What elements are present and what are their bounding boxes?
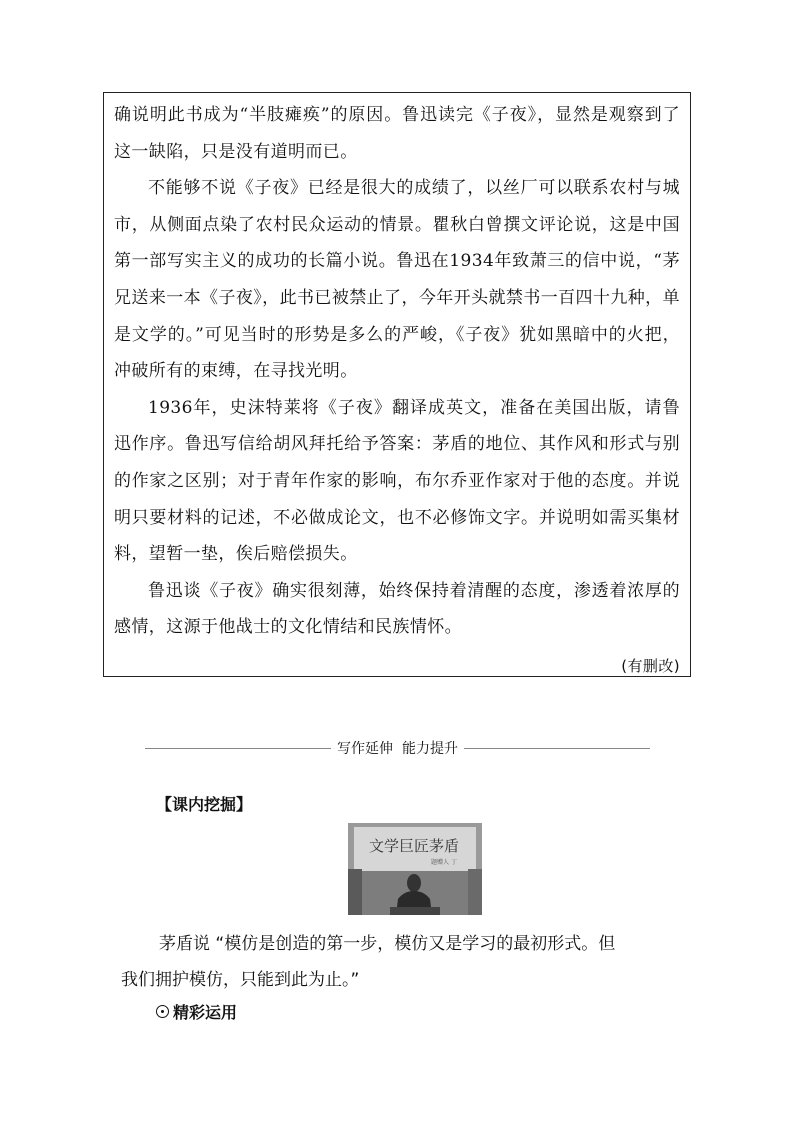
mao-dun-statue-photo <box>348 823 482 915</box>
divider-line-left <box>145 748 331 749</box>
paragraph-3: 1936年，史沫特莱将《子夜》翻译成英文，准备在美国出版，请鲁迅作序。鲁迅写信给胡风拜托给予答案：茅盾的地位、其作风和形式与别的作家之区别；对于青年作家的影响，布尔乔亚作家对于他的态度。并说明只要材料的记述，不必做成论文，也不必修饰文字。并说明如需买集材料，望暂一垫，俟后赔偿损失。 <box>114 397 680 565</box>
section-heading: 【课内挖掘】 <box>156 795 253 814</box>
photo-sign-text: 文学巨匠茅盾 <box>368 837 460 855</box>
photo-sign-small-text: 题赠人 丁 <box>431 859 457 866</box>
excerpt-box <box>103 92 691 677</box>
quote-block <box>121 926 681 998</box>
divider-line-right <box>464 748 650 749</box>
edit-note: (有删改) <box>621 656 680 675</box>
section-divider <box>145 737 650 759</box>
photo-image <box>348 823 482 915</box>
subheading-row <box>156 1000 237 1023</box>
divider-label: 写作延伸 能力提升 <box>337 741 458 757</box>
paragraph-4: 鲁迅谈《子夜》确实很刻薄，始终保持着清醒的态度，渗透着浓厚的感情，这源于他战士的文化情结和民族情怀。 <box>114 580 680 638</box>
paragraph-2: 不能够不说《子夜》已经是很大的成绩了，以丝厂可以联系农村与城市，从侧面点染了农村民众运动的情景。瞿秋白曾撰文评论说，这是中国第一部写实主义的成功的长篇小说。鲁迅在1934年致萧三的信中说，“茅兄送来一本《子夜》，此书已被禁止了，今年开头就禁书一百四十九种，单是文学的。”可见当时的形势是多么的严峻，《子夜》犹如黑暗中的火把，冲破所有的束缚，在寻找光明。 <box>114 178 680 382</box>
quote-line-2: 我们拥护模仿，只能到此为止。” <box>121 970 360 990</box>
paragraph-1: 确说明此书成为“半肢瘫痪”的原因。鲁迅读完《子夜》，显然是观察到了这一缺陷，只是没有道明而已。 <box>114 105 680 162</box>
subheading-label: 精彩运用 <box>173 1003 238 1022</box>
circle-dot-icon <box>156 1005 169 1018</box>
quote-line-1: 茅盾说 “模仿是创造的第一步，模仿又是学习的最初形式。但 <box>159 934 616 954</box>
